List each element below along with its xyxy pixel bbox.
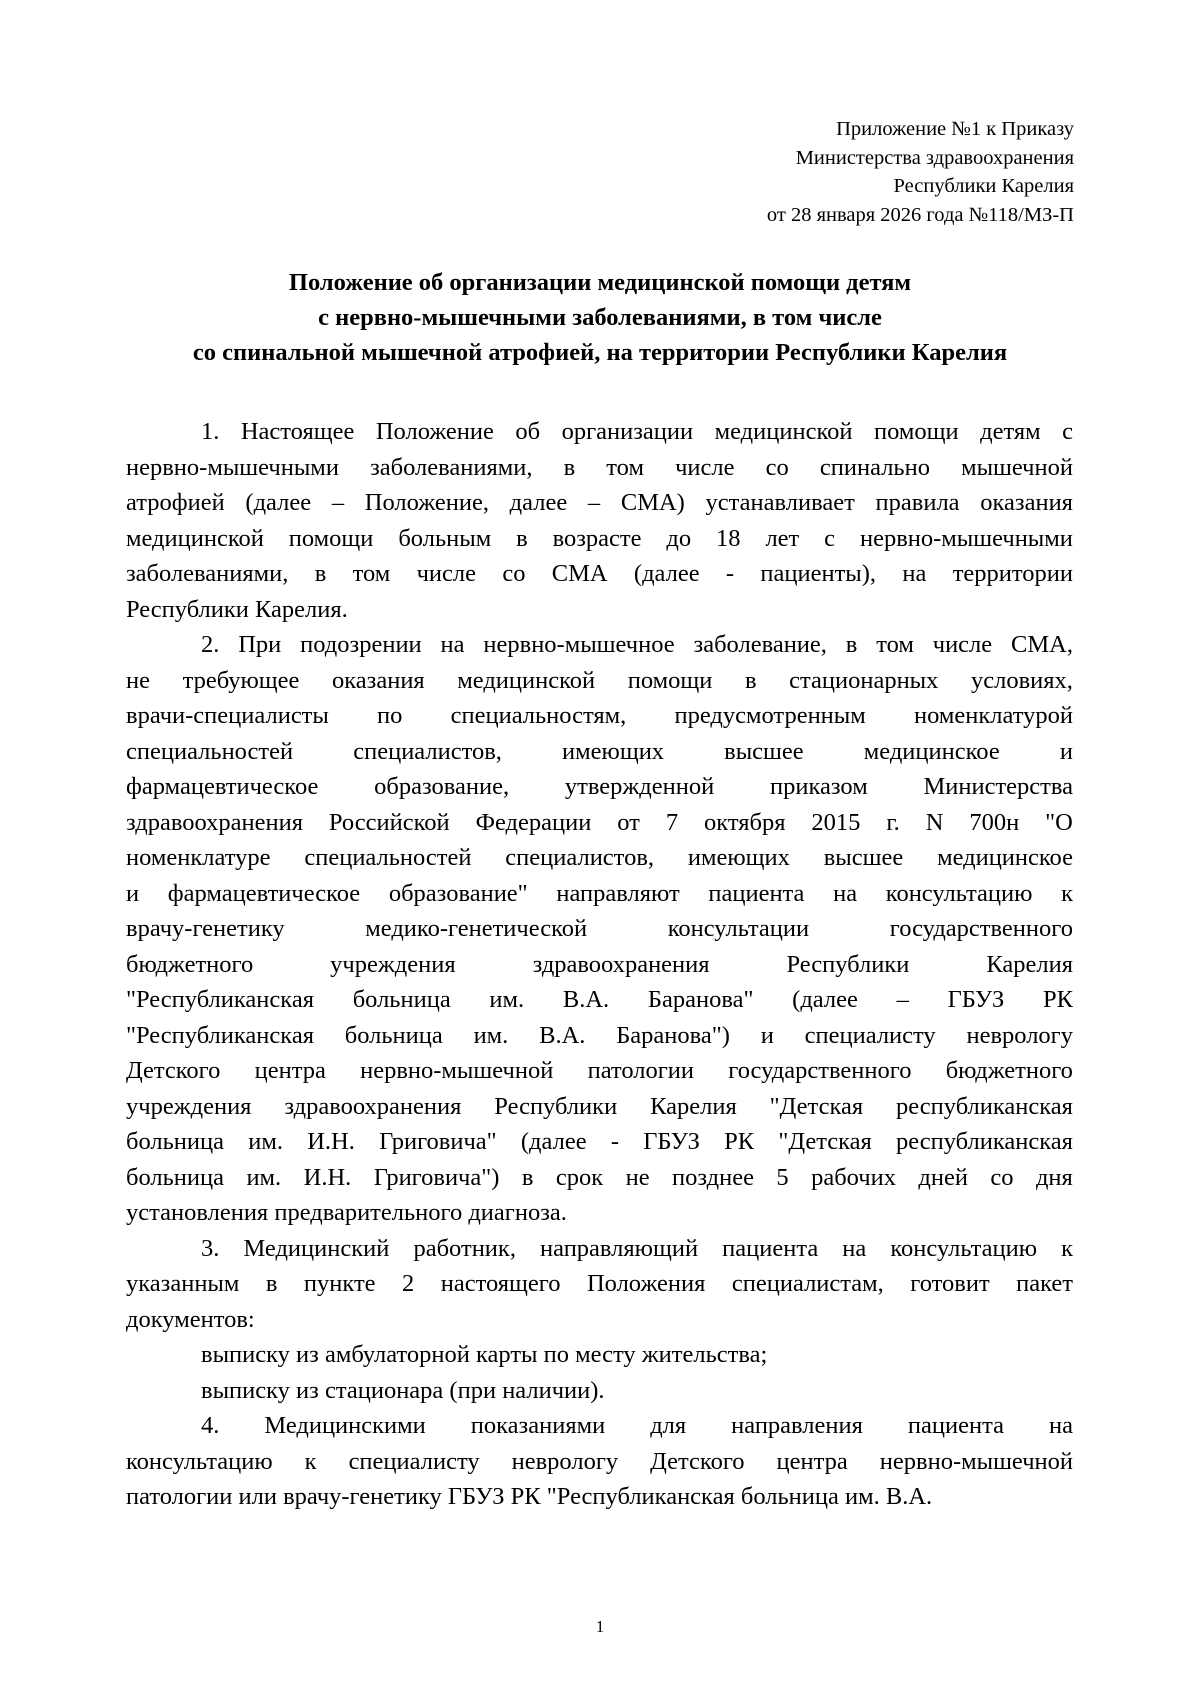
paragraph-line: установления предварительного диагноза. <box>126 1199 567 1226</box>
word: условиях, <box>970 666 1073 694</box>
word: Положение, <box>364 489 489 516</box>
word: здравоохранения <box>126 808 303 836</box>
paragraph-line <box>126 911 1073 947</box>
word: СМА <box>551 560 608 587</box>
word: нервно-мышечное <box>483 631 675 658</box>
page-number: 1 <box>595 1617 605 1636</box>
word: номенклатурой <box>913 702 1073 729</box>
word: И.Н. <box>307 1128 355 1155</box>
paragraph-line <box>126 1231 1073 1267</box>
word: (далее <box>245 489 312 516</box>
word: При <box>238 631 282 658</box>
paragraph-line <box>126 1089 1073 1125</box>
word: специалистам, <box>731 1270 884 1297</box>
word: N <box>925 808 944 836</box>
word: бюджетного <box>945 1057 1073 1084</box>
word: числе <box>416 560 477 587</box>
word: дня <box>1035 1163 1073 1191</box>
word: помощи <box>627 666 713 694</box>
word: учреждения <box>126 1092 252 1120</box>
word: фармацевтическое <box>126 773 319 800</box>
word: 2015 <box>811 808 861 836</box>
word: больница <box>126 1163 224 1191</box>
list-item: выписку из стационара (при наличии). <box>201 1376 605 1404</box>
word: настоящего <box>440 1270 561 1297</box>
word: ГБУЗ <box>947 986 1005 1013</box>
word: дней <box>918 1163 968 1191</box>
word: – <box>331 489 345 516</box>
word: лет <box>765 524 800 552</box>
word: числе <box>675 453 735 481</box>
word: к <box>304 1447 317 1475</box>
paragraph-line <box>126 485 1073 521</box>
paragraph-3 <box>126 1231 1073 1338</box>
word: в <box>744 666 757 694</box>
word: направляющий <box>540 1234 699 1262</box>
word: им. <box>473 1021 509 1049</box>
word: со <box>765 453 789 481</box>
word: требующее <box>182 666 300 694</box>
word: пациента <box>907 1412 1004 1439</box>
word: Детского <box>650 1447 745 1475</box>
word: не <box>126 666 150 694</box>
word: работник, <box>413 1234 516 1262</box>
paragraph-line: документов: <box>126 1305 255 1333</box>
word: мышечной <box>961 453 1073 481</box>
word: в <box>516 524 528 552</box>
word: государственного <box>728 1057 912 1084</box>
word: специалистов, <box>353 737 502 765</box>
paragraph-line <box>126 1018 1073 1054</box>
word: имеющих <box>687 844 790 871</box>
word: им. <box>489 986 525 1013</box>
word: И.Н. <box>303 1163 352 1191</box>
word: Детского <box>126 1057 221 1084</box>
title-line: со спинальной мышечной атрофией, на территории Республики Карелия <box>192 339 1008 366</box>
paragraph-line <box>126 521 1073 557</box>
word: Григовича" <box>379 1128 497 1155</box>
word: Федерации <box>475 808 592 836</box>
word: неврологу <box>511 1447 619 1475</box>
word: им. <box>246 1163 282 1191</box>
paragraph-line <box>126 982 1073 1018</box>
word: не <box>625 1163 650 1191</box>
paragraph-line <box>126 947 1073 983</box>
word: медико-генетической <box>365 915 588 942</box>
word: до <box>666 524 692 552</box>
word: 2. <box>201 631 220 658</box>
word: Карелия <box>650 1092 737 1120</box>
word: Баранова") <box>616 1021 730 1049</box>
word: нервно-мышечными <box>859 524 1073 552</box>
word: направляют <box>556 879 680 907</box>
word: по <box>377 702 403 729</box>
word: специальностям, <box>450 702 627 729</box>
word: больница <box>126 1128 224 1155</box>
word: 2 <box>402 1270 415 1297</box>
word: Республики <box>786 950 910 978</box>
paragraph-line <box>126 1053 1073 1089</box>
word: 3. <box>201 1234 220 1262</box>
word: (далее <box>633 560 700 587</box>
word: стационарных <box>789 666 939 694</box>
word: СМА) <box>620 489 685 516</box>
word: учреждения <box>330 950 456 978</box>
word: 18 <box>716 524 741 552</box>
word: нервно-мышечной <box>360 1057 554 1084</box>
word: в <box>314 560 327 587</box>
word: патологии <box>587 1057 694 1084</box>
word: 5 <box>776 1163 789 1191</box>
document-title <box>100 265 1100 370</box>
word: направления <box>731 1412 863 1439</box>
list-item: выписку из амбулаторной карты по месту жительства; <box>201 1341 768 1368</box>
word: показаниями <box>470 1412 606 1439</box>
word: специалистов, <box>505 844 655 871</box>
word: том <box>876 631 914 658</box>
word: центра <box>776 1447 848 1475</box>
word: специалисту <box>804 1021 936 1049</box>
word: медицинской <box>457 666 596 694</box>
word: РК <box>724 1128 755 1155</box>
word: неврологу <box>966 1021 1073 1049</box>
word: к <box>1061 1234 1073 1262</box>
word: заболевание, <box>693 631 827 658</box>
paragraph-line <box>126 414 1073 450</box>
paragraph-line <box>126 450 1073 486</box>
title-line: с нервно-мышечными заболеваниями, в том числе <box>318 304 882 331</box>
word: подозрении <box>300 631 422 658</box>
word: больным <box>398 524 492 552</box>
word: – <box>896 986 909 1013</box>
paragraph-line <box>126 556 1073 592</box>
word: пакет <box>1016 1270 1073 1297</box>
word: "Детская <box>778 1128 872 1155</box>
word: 7 <box>665 808 679 836</box>
word: числе <box>932 631 993 658</box>
word: г. <box>886 808 900 836</box>
word: срок <box>555 1163 604 1191</box>
word: с <box>1062 418 1073 445</box>
paragraph-1 <box>126 414 1073 627</box>
word: "Республиканская <box>126 1021 314 1049</box>
word: заболеваниями, <box>370 453 533 481</box>
word: на <box>842 1234 867 1262</box>
word: ГБУЗ <box>643 1128 700 1155</box>
word: 4. <box>201 1412 220 1439</box>
paragraph-2 <box>126 627 1073 1231</box>
word: Республики <box>494 1092 618 1120</box>
word: в <box>265 1270 278 1297</box>
word: высшее <box>823 844 904 871</box>
word: пациента <box>708 879 805 907</box>
word: республиканская <box>896 1128 1073 1155</box>
word: врачи-специалисты <box>126 702 329 729</box>
word: образование, <box>374 773 510 800</box>
word: помощи <box>288 524 374 552</box>
word: специальностей <box>126 737 294 765</box>
word: устанавливает <box>705 489 855 516</box>
word: - <box>725 560 735 587</box>
word: помощи <box>873 418 959 445</box>
word: специалисту <box>348 1447 480 1475</box>
paragraph-4 <box>126 1408 1073 1515</box>
word: в <box>845 631 858 658</box>
word: государственного <box>889 915 1073 942</box>
document-body <box>126 414 1073 1515</box>
paragraph-line <box>126 1444 1073 1480</box>
word: для <box>650 1412 687 1439</box>
header-line: Приложение №1 к Приказу <box>836 118 1074 140</box>
paragraph-line <box>126 1124 1073 1160</box>
word: СМА, <box>1011 631 1073 658</box>
word: РК <box>1042 986 1073 1013</box>
paragraph-line <box>126 734 1073 770</box>
word: медицинской <box>126 524 264 552</box>
paragraph-line: патологии или врачу-генетику ГБУЗ РК "Республиканская больница им. В.А. <box>126 1483 933 1510</box>
word: детям <box>980 418 1041 445</box>
word: консультацию <box>885 879 1033 907</box>
word: республиканская <box>896 1092 1073 1120</box>
word: пациента <box>722 1234 819 1262</box>
word: Баранова" <box>647 986 754 1013</box>
word: здравоохранения <box>284 1092 462 1120</box>
word: готовит <box>910 1270 990 1297</box>
word: фармацевтическое <box>167 879 361 907</box>
word: оказания <box>332 666 425 694</box>
header-line: Республики Карелия <box>893 175 1074 197</box>
word: – <box>587 489 601 516</box>
word: Медицинскими <box>264 1412 426 1439</box>
word: Настоящее <box>240 418 355 445</box>
word: позднее <box>672 1163 754 1191</box>
word: имеющих <box>562 737 665 765</box>
word: возрасте <box>552 524 642 552</box>
word: медицинское <box>863 737 1000 765</box>
word: приказом <box>770 773 868 800</box>
word: Григовича") <box>373 1163 500 1191</box>
word: заболеваниями, <box>126 560 289 587</box>
word: образование" <box>388 879 528 907</box>
word: медицинской <box>714 418 853 445</box>
word: на <box>440 631 465 658</box>
word: в <box>521 1163 534 1191</box>
word: нервно-мышечными <box>126 453 339 481</box>
word: правила <box>875 489 960 516</box>
word: им. <box>248 1128 283 1155</box>
word: спинально <box>819 453 930 481</box>
word: (далее <box>792 986 858 1013</box>
word: со <box>990 1163 1014 1191</box>
word: консультацию <box>890 1234 1037 1262</box>
word: и <box>126 879 140 907</box>
word: Министерства <box>923 773 1073 800</box>
word: Положение <box>375 418 494 445</box>
word: больница <box>352 986 451 1013</box>
word: консультации <box>667 915 810 942</box>
word: (далее <box>520 1128 587 1155</box>
paragraph-line: Республики Карелия. <box>126 595 348 623</box>
word: врачу-генетику <box>126 915 285 942</box>
paragraph-line <box>126 1408 1073 1444</box>
paragraph-line <box>126 876 1073 912</box>
word: пункте <box>303 1270 376 1297</box>
word: Российской <box>328 808 450 836</box>
header-line: от 28 января 2026 года №118/МЗ-П <box>766 203 1074 226</box>
word: далее <box>509 489 568 516</box>
word: Положения <box>586 1270 706 1297</box>
word: Медицинский <box>243 1234 390 1262</box>
word: и <box>760 1021 774 1049</box>
word: нервно-мышечной <box>879 1447 1073 1475</box>
word: в <box>563 453 576 481</box>
word: к <box>1061 879 1073 907</box>
word: бюджетного <box>126 950 254 978</box>
word: на <box>833 879 858 907</box>
word: 700н <box>969 808 1020 836</box>
paragraph-line <box>126 1266 1073 1302</box>
word: Карелия <box>986 950 1073 978</box>
word: об <box>515 418 541 445</box>
word: утвержденной <box>564 773 715 800</box>
word: 1. <box>201 418 220 445</box>
word: с <box>824 524 836 552</box>
word: "Республиканская <box>126 986 314 1013</box>
word: больница <box>344 1021 443 1049</box>
word: центра <box>254 1057 326 1084</box>
word: рабочих <box>811 1163 896 1191</box>
word: со <box>502 560 526 587</box>
paragraph-line <box>126 769 1073 805</box>
word: В.А. <box>562 986 610 1013</box>
paragraph-line <box>126 698 1073 734</box>
word: на <box>1048 1412 1073 1439</box>
paragraph-line <box>126 627 1073 663</box>
paragraph-line <box>126 1160 1073 1196</box>
word: высшее <box>724 737 804 765</box>
word: октября <box>704 808 786 836</box>
word: "О <box>1045 808 1073 836</box>
title-line: Положение об организации медицинской помощи детям <box>288 269 912 296</box>
header-line: Министерства здравоохранения <box>795 146 1074 169</box>
word: номенклатуре <box>126 844 271 871</box>
word: "Детская <box>769 1092 864 1120</box>
word: организации <box>561 418 694 445</box>
word: медицинское <box>937 844 1073 871</box>
word: пациенты), <box>760 560 877 587</box>
word: В.А. <box>539 1021 586 1049</box>
paragraph-line <box>126 840 1073 876</box>
word: и <box>1059 737 1073 765</box>
word: - <box>610 1128 619 1155</box>
word: указанным <box>126 1270 240 1297</box>
document-header <box>767 115 1074 229</box>
word: атрофией <box>126 489 225 516</box>
word: на <box>902 560 927 587</box>
paragraph-line <box>126 805 1073 841</box>
word: от <box>617 808 640 836</box>
word: здравоохранения <box>532 950 710 978</box>
word: том <box>352 560 391 587</box>
word: оказания <box>980 489 1073 516</box>
word: специальностей <box>304 844 472 871</box>
word: территории <box>952 560 1073 587</box>
word: том <box>606 453 644 481</box>
word: предусмотренным <box>674 702 866 729</box>
paragraph-line <box>126 663 1073 699</box>
word: консультацию <box>126 1447 273 1475</box>
